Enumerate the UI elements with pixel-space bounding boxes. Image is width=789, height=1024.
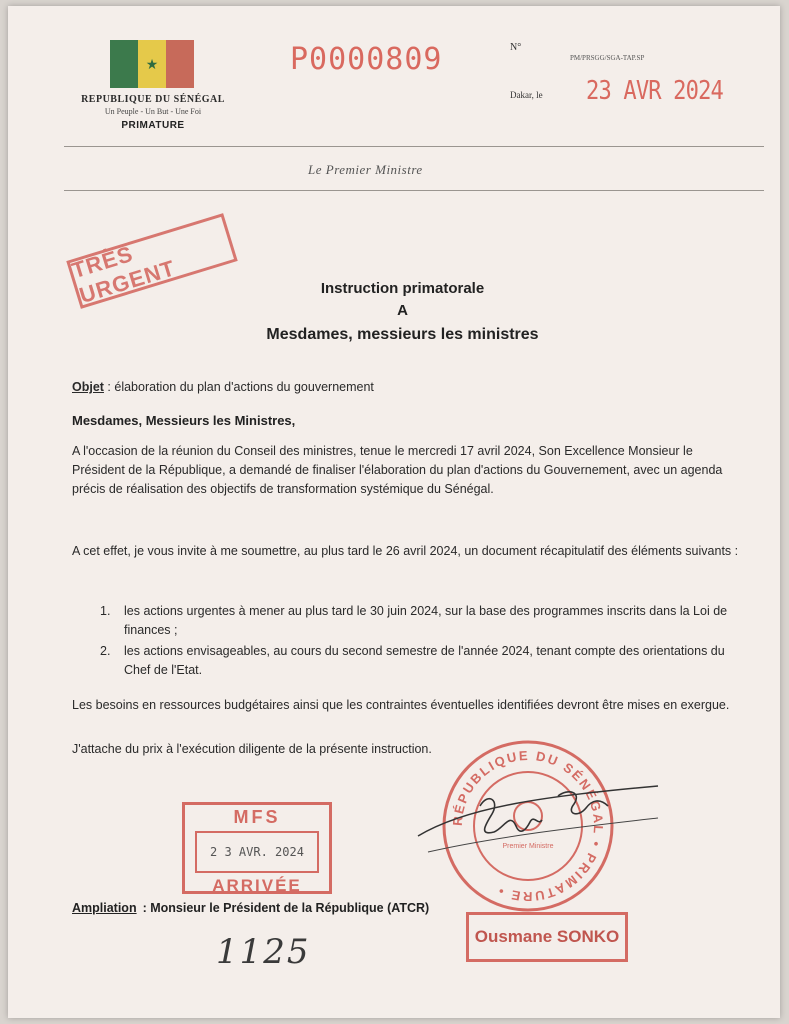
seal-center-text: Premier Ministre — [502, 843, 554, 850]
reference-number-stamp: P0000809 — [290, 42, 443, 77]
list-item-number: 1. — [100, 604, 111, 618]
handwritten-signature — [408, 766, 668, 866]
mfs-stamp-title: MFS — [233, 807, 281, 827]
document-addressee: Mesdames, messieurs les ministres — [266, 326, 539, 343]
body-paragraph-3: Les besoins en ressources budgétaires ainsi que les contraintes éventuelles identifiées devront être mises en exergue. — [72, 698, 730, 712]
flag-yellow-band — [138, 40, 166, 88]
body-paragraph-4: J'attache du prix à l'exécution diligente de la présente instruction. — [72, 742, 432, 756]
country-name: REPUBLIQUE DU SÉNÉGAL — [81, 94, 225, 105]
signatory-name-stamp: Ousmane SONKO — [466, 912, 628, 962]
senegal-flag — [110, 40, 194, 88]
list-item-number: 2. — [100, 644, 111, 658]
reference-code: PM/PRSGG/SGA-TAP.SP — [570, 54, 645, 62]
mfs-stamp-date: 2 3 AVR. 2024 — [195, 831, 319, 873]
document-page — [8, 6, 780, 1018]
urgent-stamp: TRÈS URGENT — [66, 213, 237, 309]
header-divider — [64, 190, 764, 191]
national-motto: Un Peuple - Un But - Une Foi — [104, 107, 202, 116]
subject-text: : élaboration du plan d'actions du gouvernement — [103, 380, 374, 394]
ampliation-text: : Monsieur le Président de la République (ATCR) — [142, 901, 430, 915]
body-paragraph-1: A l'occasion de la réunion du Conseil des ministres, tenue le mercredi 17 avril 2024, Son Excellence Monsieur le Président de la République, a demandé de finaliser l'élaboration du plan d'actions du Gouvernement, avec un agenda précis de réalisation des objectifs de transformation systémique du Sénégal. — [72, 444, 723, 496]
ampliation-line — [72, 901, 429, 915]
document-title-connector: A — [397, 302, 408, 319]
mfs-arrival-stamp — [182, 802, 332, 894]
place-label: Dakar, le — [510, 90, 543, 100]
list-item-text: les actions urgentes à mener au plus tard le 30 juin 2024, sur la base des programmes inscrits dans la Loi de finances ; — [124, 604, 728, 637]
subject-line — [72, 378, 374, 397]
number-label: N° — [510, 42, 522, 53]
flag-green-band — [110, 40, 138, 88]
institution-name: PRIMATURE — [121, 120, 185, 131]
handwritten-number: 1125 — [216, 932, 311, 972]
flag-red-band — [166, 40, 194, 88]
office-title: Le Premier Ministre — [308, 162, 423, 177]
mfs-stamp-status: ARRIVÉE — [212, 876, 302, 895]
flag-star-icon: ★ — [145, 55, 159, 72]
ampliation-label: Ampliation — [72, 901, 137, 915]
list-item-text: les actions envisageables, au cours du second semestre de l'année 2024, tenant compte des orientations du Chef de l'Etat. — [124, 644, 725, 677]
body-paragraph-2: A cet effet, je vous invite à me soumettre, au plus tard le 26 avril 2024, un document récapitulatif des éléments suivants : — [72, 544, 739, 558]
date-stamp: 23 AVR 2024 — [586, 76, 724, 106]
salutation: Mesdames, Messieurs les Ministres, — [72, 413, 296, 428]
seal-ring-text: RÉPUBLIQUE DU SÉNÉGAL • PRIMATURE • — [449, 747, 607, 905]
document-title: Instruction primatorale — [320, 280, 485, 297]
header-divider — [64, 146, 764, 147]
subject-label: Objet — [72, 380, 104, 394]
